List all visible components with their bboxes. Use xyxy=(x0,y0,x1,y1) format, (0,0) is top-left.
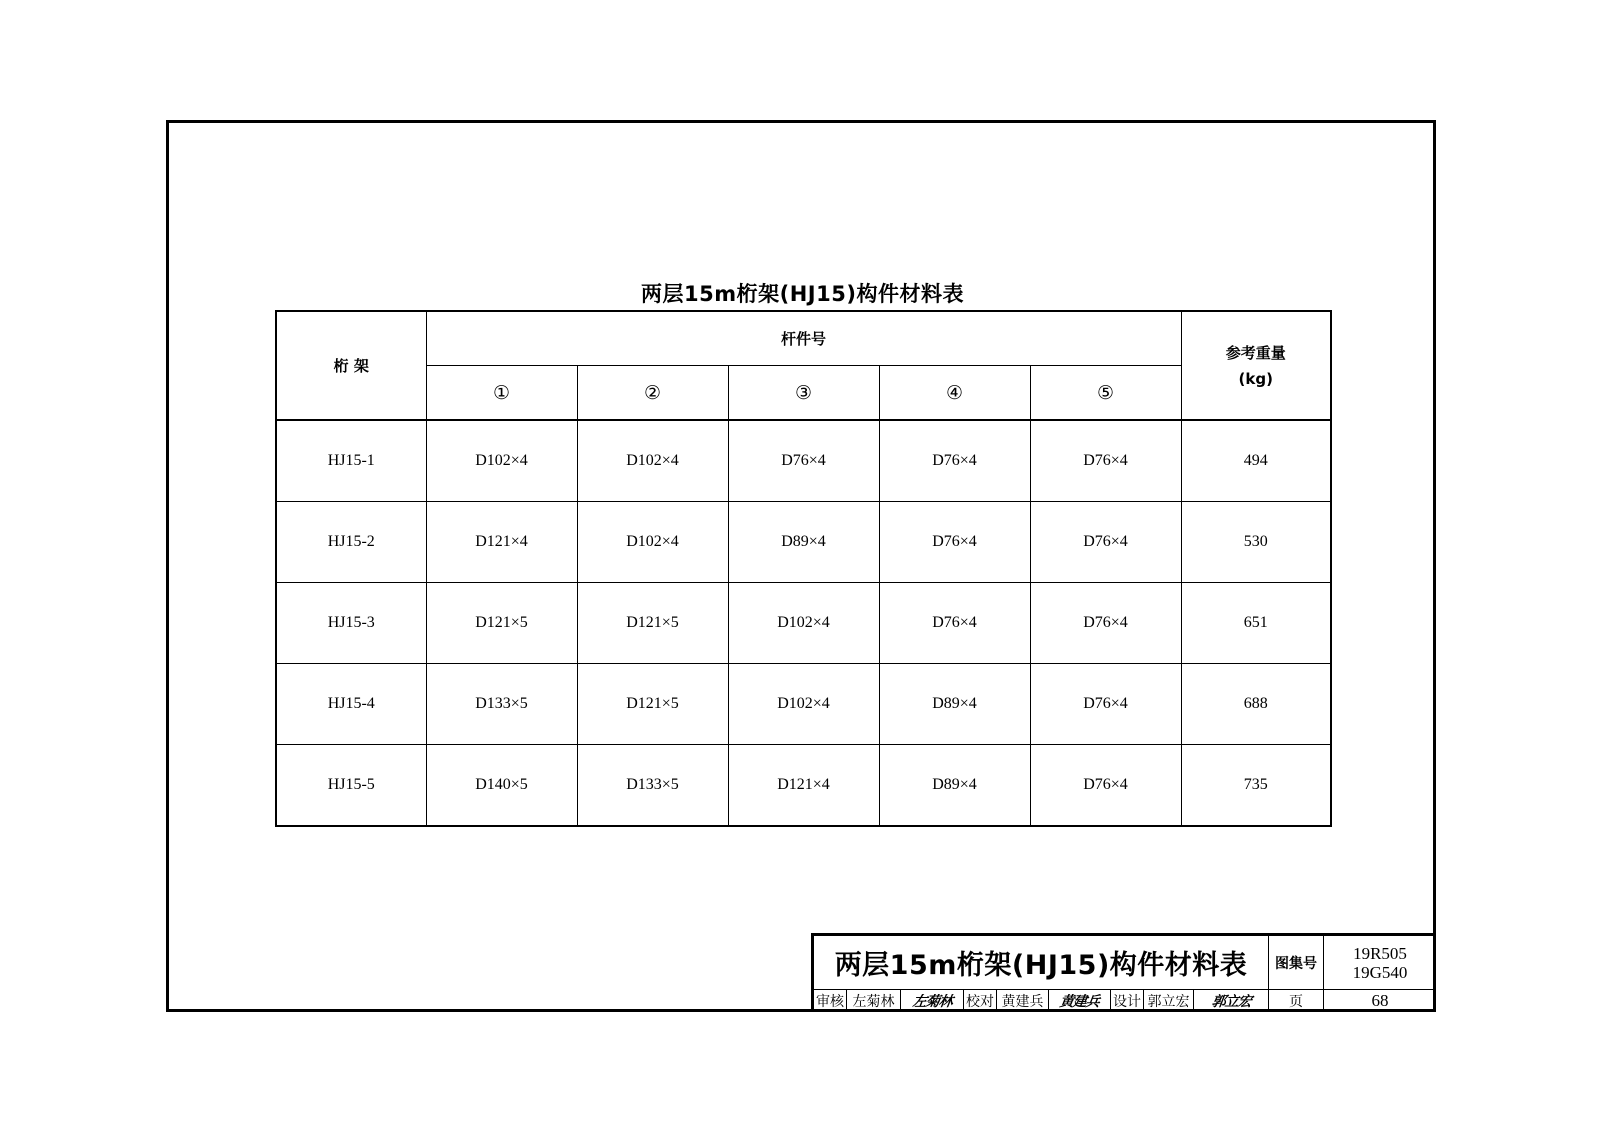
weight-value: 530 xyxy=(1181,502,1331,583)
reviewer-signature xyxy=(901,990,964,1012)
atlas-number xyxy=(1324,936,1436,990)
member-spec: D76×4 xyxy=(1030,420,1181,502)
weight-value: 735 xyxy=(1181,745,1331,827)
checker-signature xyxy=(1049,990,1111,1012)
member-spec: D76×4 xyxy=(879,420,1030,502)
review-label: 审核 xyxy=(814,990,847,1012)
member-spec: D102×4 xyxy=(728,664,879,745)
member-spec: D76×4 xyxy=(1030,664,1181,745)
header-member-4: ④ xyxy=(879,366,1030,421)
table-row xyxy=(276,745,1331,827)
table-row xyxy=(276,420,1331,502)
weight-value: 494 xyxy=(1181,420,1331,502)
header-truss: 桁 架 xyxy=(276,311,426,420)
truss-id: HJ15-2 xyxy=(276,502,426,583)
weight-value: 688 xyxy=(1181,664,1331,745)
member-spec: D102×4 xyxy=(728,583,879,664)
checker-name: 黄建兵 xyxy=(997,990,1049,1012)
member-spec: D121×4 xyxy=(728,745,879,827)
reviewer-name: 左菊林 xyxy=(847,990,901,1012)
member-spec: D121×5 xyxy=(426,583,577,664)
table-title: 两层15m桁架(HJ15)构件材料表 xyxy=(641,282,964,306)
title-block-title: 两层15m桁架(HJ15)构件材料表 xyxy=(814,936,1269,990)
header-member-1: ① xyxy=(426,366,577,421)
member-spec: D133×5 xyxy=(577,745,728,827)
table-row xyxy=(276,583,1331,664)
header-member-2: ② xyxy=(577,366,728,421)
weight-value: 651 xyxy=(1181,583,1331,664)
truss-id: HJ15-5 xyxy=(276,745,426,827)
atlas-label: 图集号 xyxy=(1269,936,1324,990)
member-spec: D89×4 xyxy=(728,502,879,583)
member-spec: D89×4 xyxy=(879,664,1030,745)
member-spec: D76×4 xyxy=(879,502,1030,583)
title-block xyxy=(811,933,1436,1012)
reviewer-signature-text: 左菊林 xyxy=(911,994,953,1010)
member-spec: D76×4 xyxy=(879,583,1030,664)
member-spec: D121×5 xyxy=(577,583,728,664)
designer-signature xyxy=(1194,990,1269,1012)
header-weight xyxy=(1181,311,1331,420)
header-member-no: 杆件号 xyxy=(426,311,1181,366)
member-spec: D102×4 xyxy=(577,502,728,583)
designer-name: 郭立宏 xyxy=(1144,990,1194,1012)
atlas-number-1: 19R505 xyxy=(1353,943,1407,963)
member-spec: D76×4 xyxy=(1030,583,1181,664)
atlas-number-2: 19G540 xyxy=(1352,962,1408,982)
check-label: 校对 xyxy=(964,990,997,1012)
member-spec: D89×4 xyxy=(879,745,1030,827)
design-label: 设计 xyxy=(1111,990,1144,1012)
header-member-5: ⑤ xyxy=(1030,366,1181,421)
material-table xyxy=(275,310,1332,827)
member-spec: D76×4 xyxy=(1030,502,1181,583)
member-spec: D121×5 xyxy=(577,664,728,745)
page-label: 页 xyxy=(1269,990,1324,1012)
member-spec: D133×5 xyxy=(426,664,577,745)
member-spec: D121×4 xyxy=(426,502,577,583)
header-weight-label: 参考重量 xyxy=(1225,343,1286,362)
member-spec: D140×5 xyxy=(426,745,577,827)
member-spec: D102×4 xyxy=(426,420,577,502)
table-row xyxy=(276,502,1331,583)
header-member-3: ③ xyxy=(728,366,879,421)
member-spec: D76×4 xyxy=(1030,745,1181,827)
member-spec: D76×4 xyxy=(728,420,879,502)
checker-signature-text: 黄建兵 xyxy=(1058,994,1100,1010)
signature-row xyxy=(814,990,1436,1012)
truss-id: HJ15-3 xyxy=(276,583,426,664)
member-spec: D102×4 xyxy=(577,420,728,502)
designer-signature-text: 郭立宏 xyxy=(1210,994,1252,1010)
table-row xyxy=(276,664,1331,745)
header-weight-unit: (kg) xyxy=(1238,369,1273,388)
page-number: 68 xyxy=(1371,991,1389,1010)
truss-id: HJ15-1 xyxy=(276,420,426,502)
truss-id: HJ15-4 xyxy=(276,664,426,745)
